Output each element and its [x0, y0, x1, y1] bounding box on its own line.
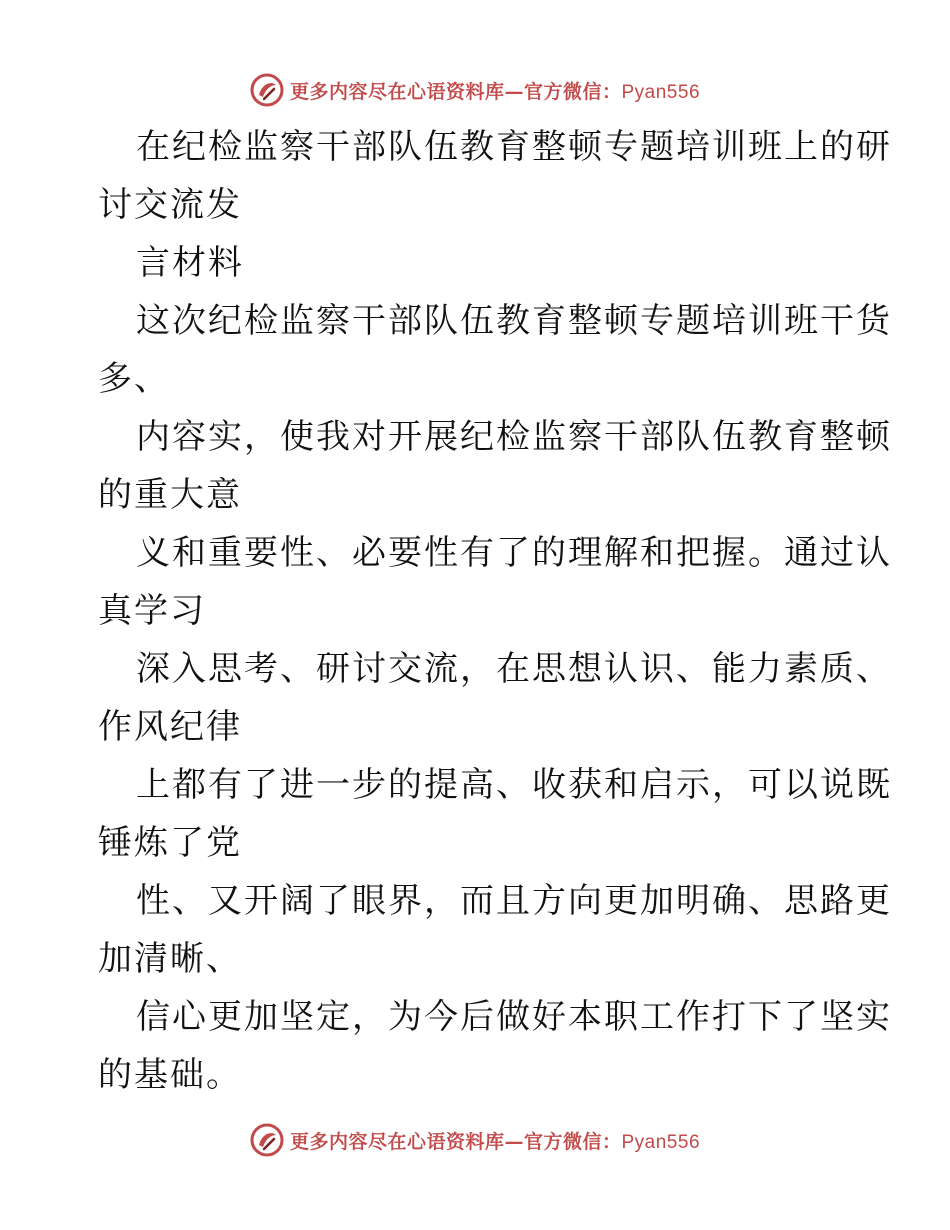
body-line: 义和重要性、必要性有了的理解和把握。通过认 [136, 533, 892, 573]
body-line: 作风纪律 [98, 707, 242, 747]
body-line: 多、 [98, 359, 170, 399]
footer-watermark [0, 1120, 950, 1160]
watermark-text [290, 1127, 700, 1154]
body-line: 真学习 [98, 591, 206, 631]
body-line: 的基础。 [98, 1055, 242, 1095]
header-watermark [0, 70, 950, 110]
watermark-contact-id: Pyan556 [621, 1131, 701, 1153]
body-line: 的重大意 [98, 475, 242, 515]
body-line: 在纪检监察干部队伍教育整顿专题培训班上的研 [136, 127, 892, 167]
body-line: 信心更加坚定，为今后做好本职工作打下了坚实 [136, 997, 892, 1037]
watermark-contact-id: Pyan556 [621, 81, 701, 103]
watermark-dash: — [504, 80, 524, 103]
red-swirl-logo-icon [250, 1123, 284, 1157]
body-line: 上都有了进一步的提高、收获和启示，可以说既 [136, 765, 892, 805]
body-line: 讨交流发 [98, 185, 242, 225]
body-line: 这次纪检监察干部队伍教育整顿专题培训班干货 [136, 301, 892, 341]
watermark-site-text: 更多内容尽在心语资料库 [289, 1130, 505, 1153]
body-line: 深入思考、研讨交流，在思想认识、能力素质、 [136, 649, 892, 689]
body-line: 言材料 [136, 243, 244, 283]
watermark-contact-label: 官方微信： [523, 1130, 622, 1153]
red-swirl-logo-icon [250, 73, 284, 107]
watermark-site-text: 更多内容尽在心语资料库 [289, 80, 505, 103]
watermark-text [290, 77, 700, 104]
document-body [98, 118, 892, 1104]
watermark-contact-label: 官方微信： [523, 80, 622, 103]
watermark-dash: — [504, 1130, 524, 1153]
body-line: 内容实，使我对开展纪检监察干部队伍教育整顿 [136, 417, 892, 457]
body-line: 性、又开阔了眼界，而且方向更加明确、思路更 [136, 881, 892, 921]
body-line: 加清晰、 [98, 939, 242, 979]
body-line: 锤炼了党 [98, 823, 242, 863]
